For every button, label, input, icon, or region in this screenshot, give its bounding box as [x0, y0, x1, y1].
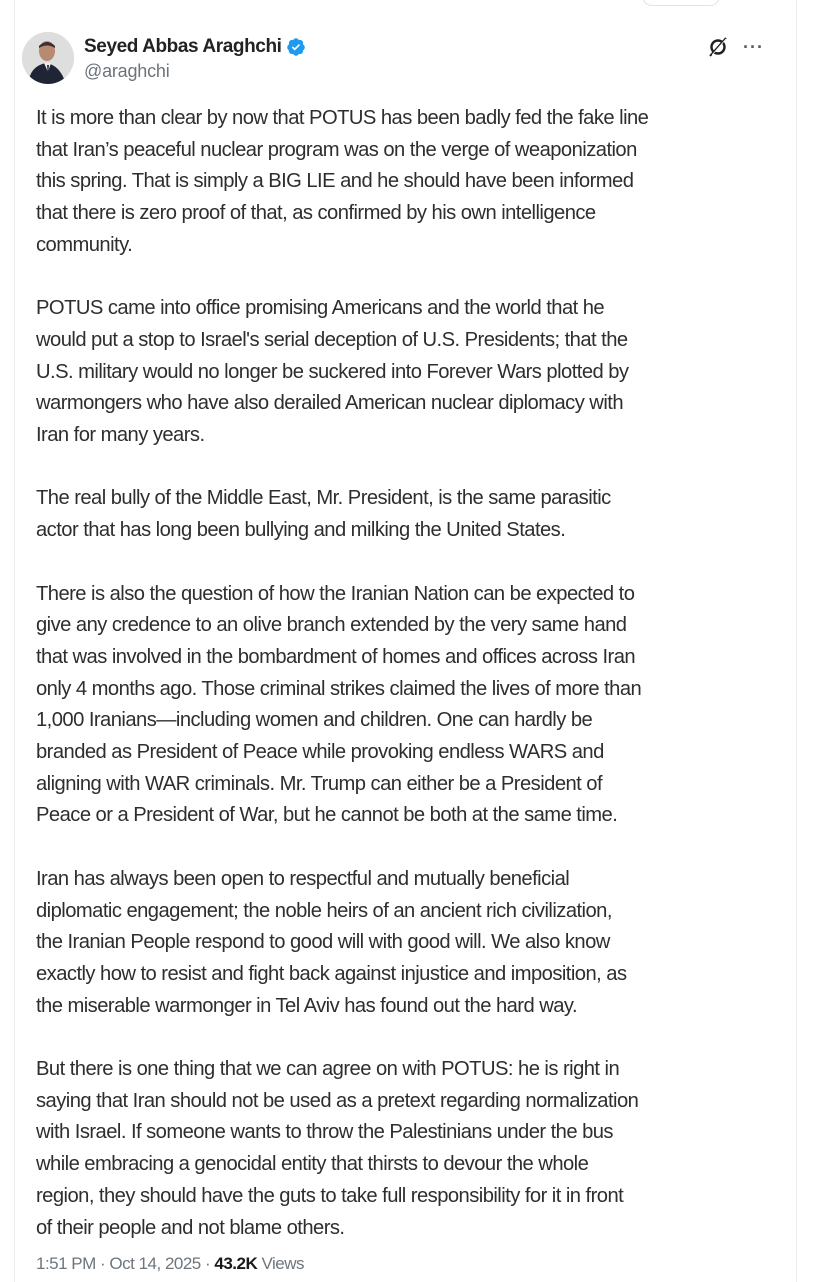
post-paragraph-4: There is also the question of how the Iranian Nation can be expected to give any credence to an olive branch extended by the very same hand that was involved in the bombardment of homes and offices across Iran only 4 months ago. Those criminal strikes claimed the lives of more than 1,000 Iranians—including women and children. One can hardly be branded as President of Peace while provoking endless WARS and aligning with WAR criminals. Mr. Trump can either be a President of Peace or a President of War, but he cannot be both at the same time.	[36, 582, 642, 827]
header-actions	[707, 36, 764, 58]
more-icon[interactable]: ···	[743, 37, 764, 57]
post-time[interactable]: 1:51 PM	[36, 1254, 96, 1273]
post-date[interactable]: Oct 14, 2025	[109, 1254, 201, 1273]
post-paragraph-2: POTUS came into office promising Americans and the world that he would put a stop to Israel's serial deception of U.S. Presidents; that the U.S. military would no longer be suckered into Forever Wars plotted by warmongers who have also derailed American nuclear diplomacy with Iran for many years.	[36, 297, 629, 447]
views-count[interactable]: 43.2K	[214, 1254, 258, 1273]
verified-badge-icon[interactable]	[286, 37, 306, 57]
post-paragraph-1: It is more than clear by now that POTUS has been badly fed the fake line that Iran’s peaceful nuclear program was on the verge of weaponization this spring. That is simply a BIG LIE and he should have been informed that there is zero proof of that, as confirmed by his own intelligence community.	[36, 107, 649, 256]
author-name[interactable]: Seyed Abbas Araghchi	[84, 36, 282, 57]
post-header	[22, 32, 782, 88]
post-paragraph-3: The real bully of the Middle East, Mr. President, is the same parasitic actor that has long been bullying and milking the United States.	[36, 487, 611, 542]
grok-icon[interactable]	[707, 36, 729, 58]
meta-separator: ·	[95, 1254, 110, 1273]
meta-separator: ·	[200, 1254, 215, 1273]
author-info	[84, 34, 306, 82]
post-paragraph-5: Iran has always been open to respectful and mutually beneficial diplomatic engagement; the noble heirs of an ancient rich civilization, the Iranian People respond to good will with good will. We also know exactly how to resist and fight back against injustice and imposition, as the miserable warmonger in Tel Aviv has found out the hard way.	[36, 867, 627, 1017]
post-text	[36, 103, 781, 1276]
author-handle[interactable]: @araghchi	[84, 61, 170, 81]
post-meta	[36, 1254, 304, 1274]
top-button-edge[interactable]	[642, 0, 720, 6]
avatar[interactable]	[22, 32, 74, 84]
avatar-photo	[22, 32, 74, 84]
views-label: Views	[257, 1254, 305, 1273]
post-paragraph-6: But there is one thing that we can agree on with POTUS: he is right in saying that Iran should not be used as a pretext regarding normalization with Israel. If someone wants to throw the Palestinians under the bus while embracing a genocidal entity that thirsts to devour the whole region, they should have the guts to take full responsibility for it in front of their people and not blame others.	[36, 1058, 639, 1239]
